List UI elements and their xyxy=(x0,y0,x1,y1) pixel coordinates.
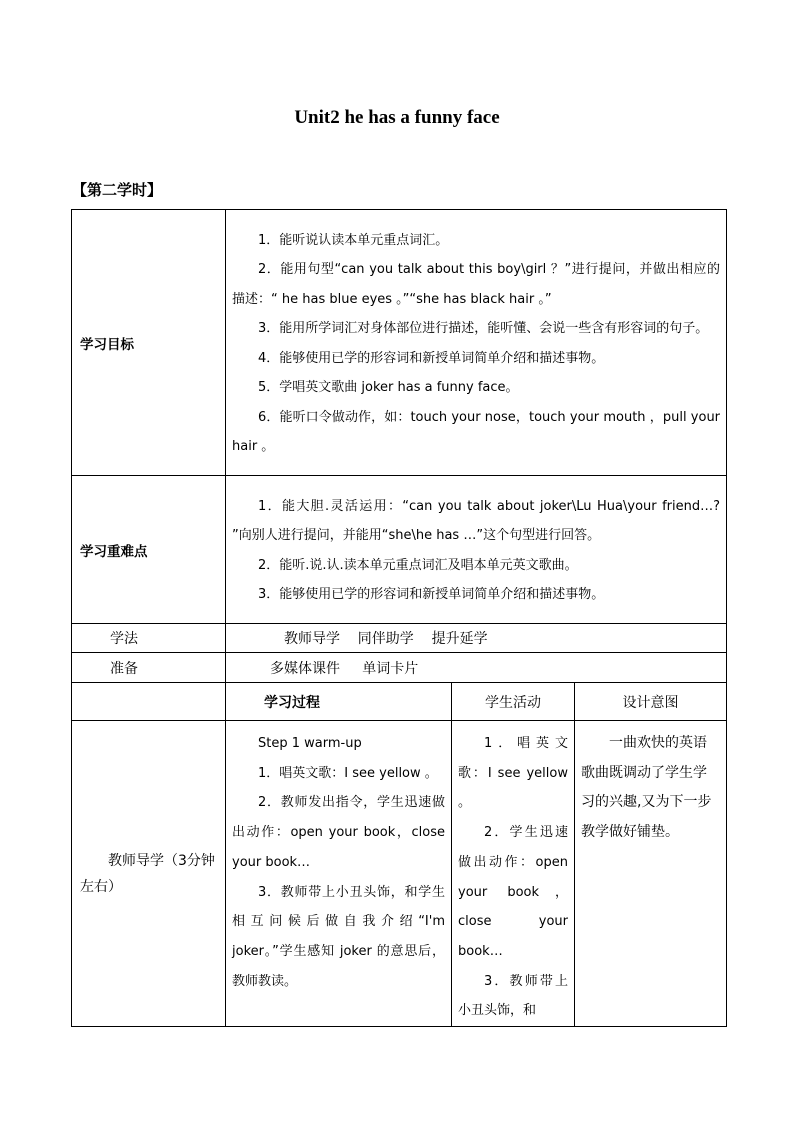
student-step: 1．唱英文歌：I see yellow 。 xyxy=(458,736,568,811)
student-step: 3．教师带上小丑头饰，和 xyxy=(458,973,568,1019)
prep-value: 多媒体课件 单词卡片 xyxy=(226,653,727,683)
process-step: Step 1 warm-up xyxy=(258,736,362,751)
objectives-label: 学习目标 xyxy=(72,210,226,476)
key-point-item: 3．能够使用已学的形容词和新授单词简单介绍和描述事物。 xyxy=(258,587,605,602)
method-row xyxy=(72,624,727,653)
objective-item: 3．能用所学词汇对身体部位进行描述，能听懂、会说一些含有形容词的句子。 xyxy=(258,321,709,336)
process-header: 学习过程 xyxy=(226,683,452,721)
design-header: 设计意图 xyxy=(575,683,727,721)
student-header: 学生活动 xyxy=(452,683,575,721)
process-cell xyxy=(226,721,452,1027)
period-heading: 【第二学时】 xyxy=(72,181,163,199)
objectives-row xyxy=(72,210,727,476)
design-text: 一曲欢快的英语歌曲既调动了学生学习的兴趣,又为下一步教学做好铺垫。 xyxy=(581,735,712,841)
process-header-row xyxy=(72,683,727,721)
method-label: 学法 xyxy=(72,624,226,653)
method-value: 教师导学 同伴助学 提升延学 xyxy=(226,624,727,653)
student-activity-cell xyxy=(452,721,575,1027)
objective-item: 4．能够使用已学的形容词和新授单词简单介绍和描述事物。 xyxy=(258,350,605,366)
objectives-content xyxy=(226,210,727,476)
objective-item: 6．能听口令做动作，如：touch your nose，touch your mouth ，pull your hair 。 xyxy=(232,409,721,454)
empty-header-cell xyxy=(72,683,226,721)
prep-label: 准备 xyxy=(72,653,226,683)
lesson-plan-table xyxy=(71,209,727,1027)
objective-item: 2．能用句型“can you talk about this boy\girl ？”进行提问，并做出相应的描述：“ he has blue eyes 。”“she has black hair 。” xyxy=(232,262,721,307)
process-step: 3．教师带上小丑头饰，和学生相互问候后做自我介绍“I'm joker。”学生感知 joker 的意思后，教师教读。 xyxy=(232,884,445,989)
objective-item: 1．能听说认读本单元重点词汇。 xyxy=(258,232,449,248)
key-points-content xyxy=(226,476,727,624)
process-step: 1．唱英文歌：I see yellow 。 xyxy=(258,765,438,781)
teacher-guided-row xyxy=(72,721,727,1027)
design-intent-cell xyxy=(575,721,727,1027)
prep-row xyxy=(72,653,727,683)
objective-item: 5．学唱英文歌曲 joker has a funny face。 xyxy=(258,380,519,395)
key-point-item: 2．能听.说.认.读本单元重点词汇及唱本单元英文歌曲。 xyxy=(258,557,578,573)
document-title: Unit2 he has a funny face xyxy=(294,107,500,128)
process-step: 2．教师发出指令，学生迅速做出动作：open your book，close your book… xyxy=(232,795,445,870)
key-points-row xyxy=(72,476,727,624)
student-step: 2．学生迅速做出动作：open your book，close your book… xyxy=(458,825,568,959)
key-points-label: 学习重难点 xyxy=(72,476,226,624)
teacher-guided-label: 教师导学（3分钟左右） xyxy=(72,721,226,1027)
key-point-item: 1．能大胆.灵活运用：“can you talk about joker\Lu Hua\your friend…? ”向别人进行提问，并能用“she\he has …”这个句型进行回答。 xyxy=(232,498,721,543)
